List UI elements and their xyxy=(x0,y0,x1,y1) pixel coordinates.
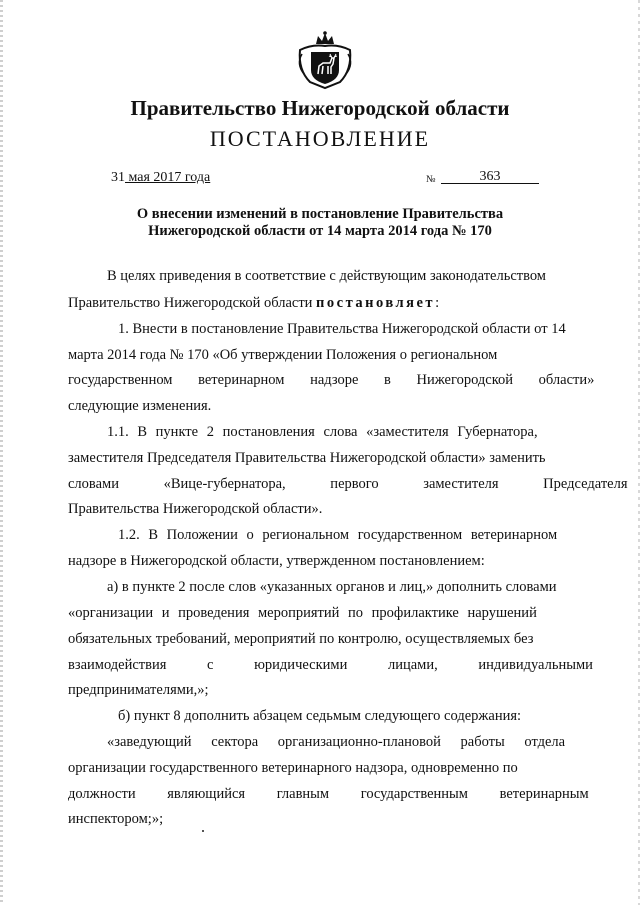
body-line: б) пункт 8 дополнить абзацем седьмым следующего содержания: xyxy=(118,708,522,724)
date-month-year: мая 2017 года xyxy=(125,170,211,185)
body-line xyxy=(68,347,584,364)
body-line: следующие изменения. xyxy=(68,398,212,414)
body-text: Правительство Нижегородской области xyxy=(68,295,317,311)
date-day: 31 xyxy=(111,170,125,185)
document-number: 363 xyxy=(441,171,539,184)
scan-speck xyxy=(202,830,204,832)
body-line: организации государственного ветеринарного надзора, одновременно по xyxy=(68,760,518,776)
body-line: «заведующий сектора организационно-плановой работы отдела xyxy=(107,734,566,750)
body-line xyxy=(68,295,584,312)
body-line: словами «Вице-губернатора, первого заместителя Председателя xyxy=(68,476,628,492)
body-line: должности являющийся главным государственным ветеринарным xyxy=(68,786,589,802)
subject-line: О внесении изменений в постановление Правительства xyxy=(136,206,504,222)
body-line: предпринимателями,»; xyxy=(68,682,209,698)
number-label: № xyxy=(426,174,436,185)
coat-of-arms-icon xyxy=(294,30,356,90)
document-type: ПОСТАНОВЛЕНИЕ xyxy=(209,126,431,151)
body-line: 1.2. В Положении о региональном государственном ветеринарном xyxy=(118,527,558,543)
document-date xyxy=(111,170,210,186)
body-text: марта 2014 года № 170 «Об утверждении Положения о региональном xyxy=(68,347,498,363)
body-line: надзоре в Нижегородской области, утвержденном постановлением: xyxy=(68,553,485,569)
body-line: Правительства Нижегородской области». xyxy=(68,501,323,517)
body-line: заместителя Председателя Правительства Нижегородской области» заменить xyxy=(68,450,546,466)
body-line: В целях приведения в соответствие с действующим законодательством xyxy=(107,268,546,284)
government-title: Правительство Нижегородской области xyxy=(130,96,510,120)
document-subject xyxy=(0,206,640,240)
body-line: 1.1. В пункте 2 постановления слова «заместителя Губернатора, xyxy=(107,424,538,440)
body-text: : xyxy=(435,295,440,311)
body-line: взаимодействия с юридическими лицами, индивидуальными xyxy=(68,657,593,673)
body-line: «организации и проведения мероприятий по профилактике нарушений xyxy=(68,605,537,621)
body-line: обязательных требований, мероприятий по контролю, осуществляемых без xyxy=(68,631,534,647)
body-line: 1. Внести в постановление Правительства Нижегородской области от 14 xyxy=(118,321,566,337)
subject-line: Нижегородской области от 14 марта 2014 года № 170 xyxy=(148,223,492,239)
body-line: инспектором;»; xyxy=(68,811,164,827)
body-line: государственном ветеринарном надзоре в Нижегородской области» xyxy=(68,372,595,388)
body-emphasis: постановляет xyxy=(316,295,436,311)
body-line: а) в пункте 2 после слов «указанных органов и лиц,» дополнить словами xyxy=(107,579,557,595)
